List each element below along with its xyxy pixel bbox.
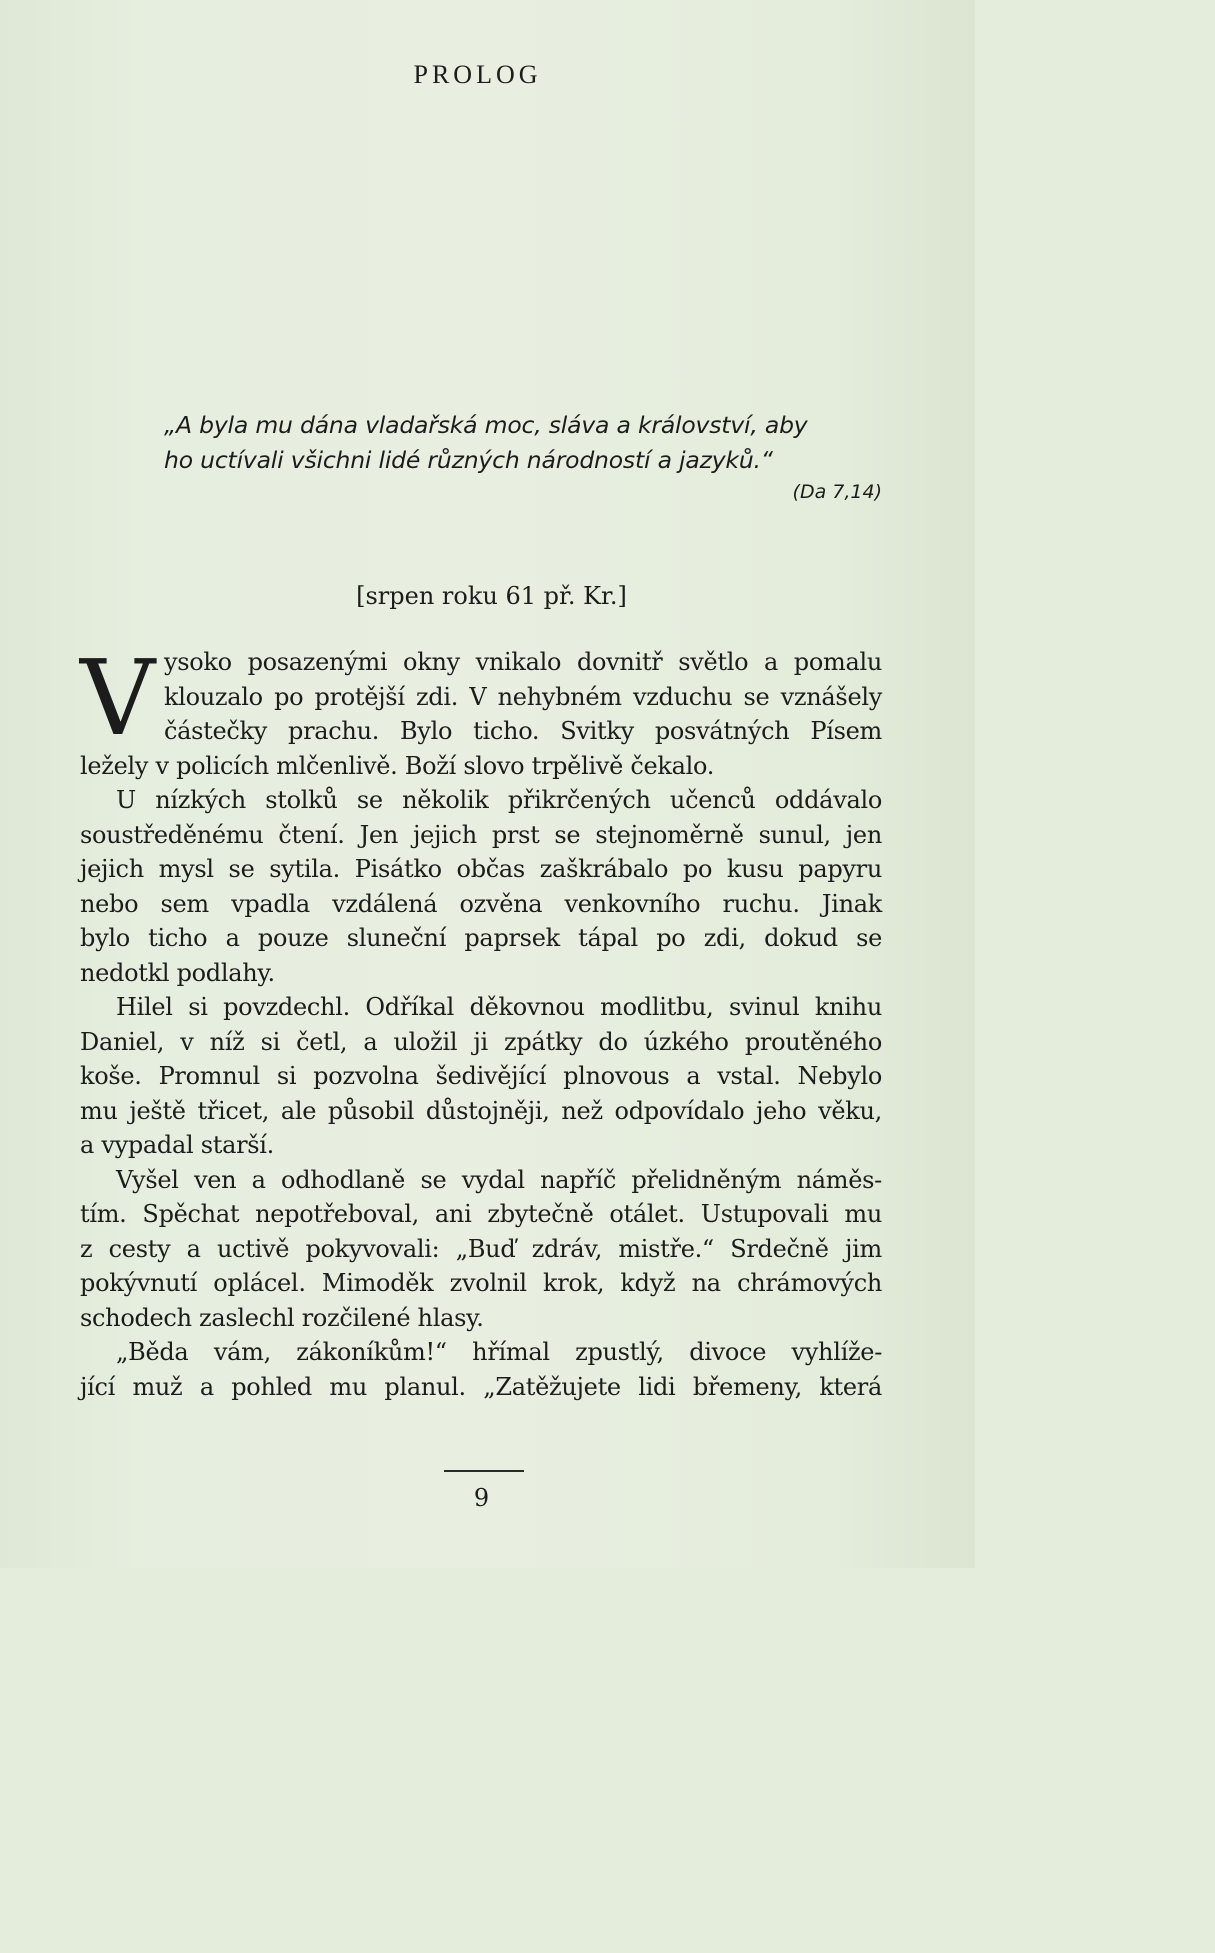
epigraph-line: „A byla mu dána vladařská moc, sláva a království, aby (164, 411, 808, 439)
text-line: tím. Spěchat nepotřeboval, ani zbytečně otálet. Ustupovali mu (80, 1200, 882, 1228)
text-line: částečky prachu. Bylo ticho. Svitky posvátných Písem (164, 717, 882, 745)
date-heading: [srpen roku 61 př. Kr.] (356, 582, 627, 610)
text-line: soustředěnému čtení. Jen jejich prst se stejnoměrně sunul, jen (80, 820, 882, 849)
text-line: U nízkých stolků se několik přikrčených učenců oddávalo (116, 786, 882, 814)
epigraph (164, 408, 884, 477)
text-line: jejich mysl se sytila. Pisátko občas zaškrábalo po kusu papyru (80, 855, 882, 883)
text-line: Daniel, v níž si četl, a uložil ji zpátky do úzkého proutěného (80, 1027, 882, 1056)
footer-rule (444, 1470, 524, 1472)
text-line: z cesty a uctivě pokyvovali: „Buď zdráv, mistře.“ Srdečně jim (80, 1234, 882, 1263)
chapter-title: PROLOG (413, 60, 542, 89)
text-line: mu ještě třicet, ale působil důstojněji, než odpovídalo jeho věku, (80, 1096, 882, 1125)
text-line: Hilel si povzdechl. Odříkal děkovnou modlitbu, svinul knihu (116, 993, 882, 1021)
text-line: ysoko posazenými okny vnikalo dovnitř světlo a pomalu (164, 648, 882, 676)
page-number: 9 (473, 1484, 490, 1512)
body-text (80, 637, 882, 1404)
drop-cap: V (80, 637, 156, 759)
text-line: nedotkl podlahy. (80, 958, 275, 987)
text-line: jící muž a pohled mu planul. „Zatěžujete lidi břemeny, která (80, 1372, 882, 1401)
text-line: nebo sem vpadla vzdálená ozvěna venkovního ruchu. Jinak (80, 889, 882, 918)
text-line: Vyšel ven a odhodlaně se vydal napříč přelidněným náměs- (116, 1165, 882, 1194)
text-line: bylo ticho a pouze sluneční paprsek tápal po zdi, dokud se (80, 924, 882, 952)
text-line: pokývnutí oplácel. Mimoděk zvolnil krok, když na chrámových (80, 1269, 882, 1297)
text-line: ležely v policích mlčenlivě. Boží slovo trpělivě čekalo. (80, 751, 715, 780)
text-line: koše. Promnul si pozvolna šedivějící plnovous a vstal. Nebylo (80, 1062, 882, 1090)
epigraph-source: (Da 7,14) (792, 481, 882, 503)
text-line: a vypadal starší. (80, 1131, 274, 1159)
text-line: schodech zaslechl rozčilené hlasy. (80, 1303, 484, 1332)
text-line: „Běda vám, zákoníkům!“ hřímal zpustlý, divoce vyhlíže- (116, 1338, 882, 1366)
epigraph-line: ho uctívali všichni lidé různých národností a jazyků.“ (164, 445, 773, 474)
text-line: klouzalo po protější zdi. V nehybném vzduchu se vznášely (164, 682, 882, 711)
